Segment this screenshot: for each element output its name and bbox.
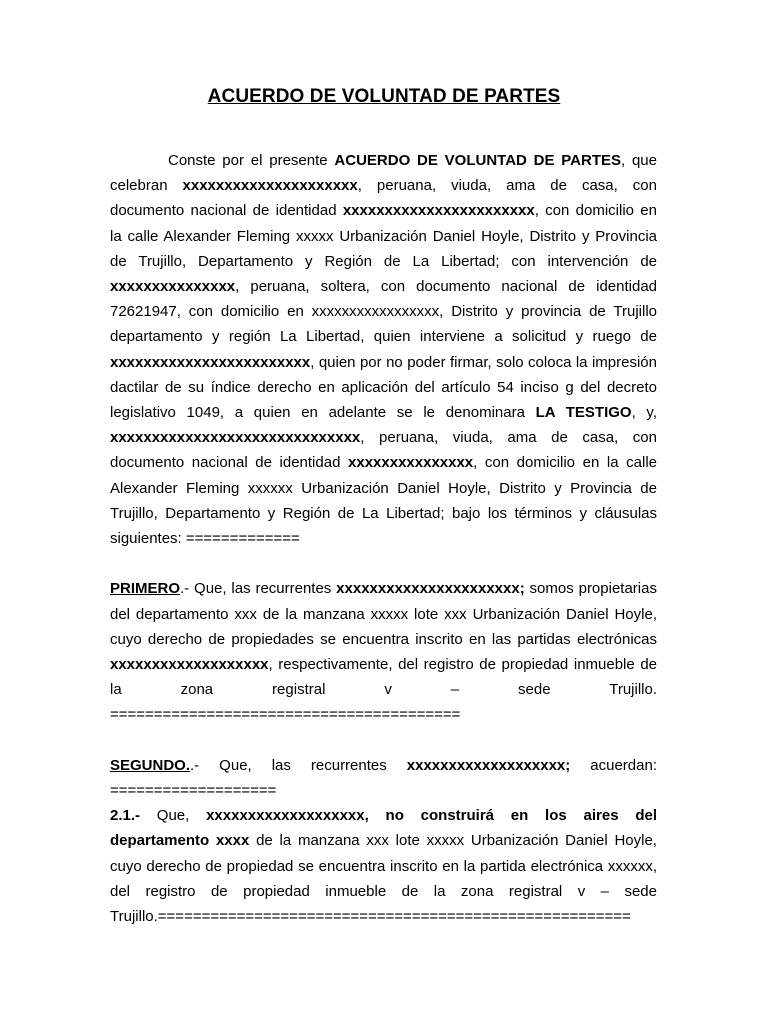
primero-text-2: somos propietarias del departamento xxx de la manzana xxxxx lote xxx Urbanización Daniel Hoyle, cuyo derecho de propiedades se encuentra inscrito en las partidas electrónicas bbox=[110, 580, 657, 648]
paragraph-gap bbox=[110, 551, 657, 576]
intro-text-6: , quien por no poder firmar, solo coloca la impresión dactilar de su índice derecho en aplicación del artículo 54 inciso g del decreto legislativo 1049, a quien en adelante se le denominara bbox=[110, 353, 657, 422]
intro-text-2: , que celebran bbox=[110, 152, 657, 195]
segundo-text-1: .- Que, las recurrentes bbox=[190, 756, 407, 774]
intro-paragraph bbox=[110, 148, 657, 551]
intro-text-5: , peruana, soltera, con documento nacional de identidad 72621947, con domicilio en xxxxxxxxxxxxxxxxx, Distrito y provincia de Trujillo departamento y región La Libertad, quien interviene a solicitud y ruego de bbox=[110, 278, 657, 346]
intro-text-1: Conste por el presente bbox=[168, 152, 335, 169]
clause-segundo bbox=[110, 753, 657, 803]
intro-bold-2: xxxxxxxxxxxxxxxxxxxxx bbox=[182, 177, 358, 195]
segundo-heading: SEGUNDO. bbox=[110, 756, 191, 774]
intro-bold-8: xxxxxxxxxxxxxxx bbox=[348, 454, 474, 472]
intro-bold-6: LA TESTIGO bbox=[535, 404, 632, 422]
intro-bold-1: ACUERDO DE VOLUNTAD DE PARTES bbox=[334, 152, 622, 169]
primero-text-3: , respectivamente, del registro de propiedad inmueble de la zona registral v – sede Trujillo. ======================================== bbox=[110, 656, 657, 724]
primero-bold-1: xxxxxxxxxxxxxxxxxxxxxx; bbox=[336, 580, 525, 598]
clause-primero bbox=[110, 576, 657, 727]
segundo-bold-1: xxxxxxxxxxxxxxxxxxx; bbox=[406, 756, 571, 774]
intro-bold-3: xxxxxxxxxxxxxxxxxxxxxxx bbox=[342, 202, 535, 220]
intro-text-3: , peruana, viuda, ama de casa, con documento nacional de identidad bbox=[110, 177, 657, 220]
primero-bold-2: xxxxxxxxxxxxxxxxxxx bbox=[110, 656, 269, 674]
intro-bold-5: xxxxxxxxxxxxxxxxxxxxxxxx bbox=[110, 353, 311, 371]
intro-bold-4: xxxxxxxxxxxxxxx bbox=[110, 278, 236, 296]
intro-text-4: , con domicilio en la calle Alexander Fleming xxxxx Urbanización Daniel Hoyle, Distrito y Provincia de Trujillo, Departamento y Región de La Libertad; con intervención de bbox=[110, 202, 657, 270]
primero-heading: PRIMERO bbox=[110, 580, 181, 598]
primero-text-1: .- Que, las recurrentes bbox=[180, 580, 337, 598]
clause-2-1 bbox=[110, 803, 657, 929]
document-body bbox=[110, 148, 657, 929]
intro-bold-7: xxxxxxxxxxxxxxxxxxxxxxxxxxxxxx bbox=[110, 429, 361, 447]
intro-text-9: , con domicilio en la calle Alexander Fleming xxxxxx Urbanización Daniel Hoyle, Distrito y Provincia de Trujillo, Departamento y Región de La Libertad; bajo los términos y cláusulas siguientes: ============= bbox=[110, 454, 657, 548]
segundo-text-2: acuerdan: =================== bbox=[110, 756, 657, 800]
document-title: ACUERDO DE VOLUNTAD DE PARTES bbox=[207, 86, 561, 107]
clause-2-1-text-1: Que, bbox=[140, 807, 207, 825]
intro-text-8: , peruana, viuda, ama de casa, con documento nacional de identidad bbox=[110, 429, 657, 472]
paragraph-gap bbox=[110, 728, 657, 753]
clause-2-1-text-2: de la manzana xxx lote xxxxx Urbanización Daniel Hoyle, cuyo derecho de propiedad se encuentra inscrito en la partida electrónica xxxxxx, del registro de propiedad inmueble de la zona registral v – sede Trujillo.====================================================== bbox=[110, 832, 657, 926]
clause-2-1-number: 2.1.- bbox=[110, 807, 141, 825]
intro-text-7: , y, bbox=[631, 404, 657, 422]
clause-2-1-bold: xxxxxxxxxxxxxxxxxxx, no construirá en los aires del departamento xxxx bbox=[110, 807, 657, 850]
